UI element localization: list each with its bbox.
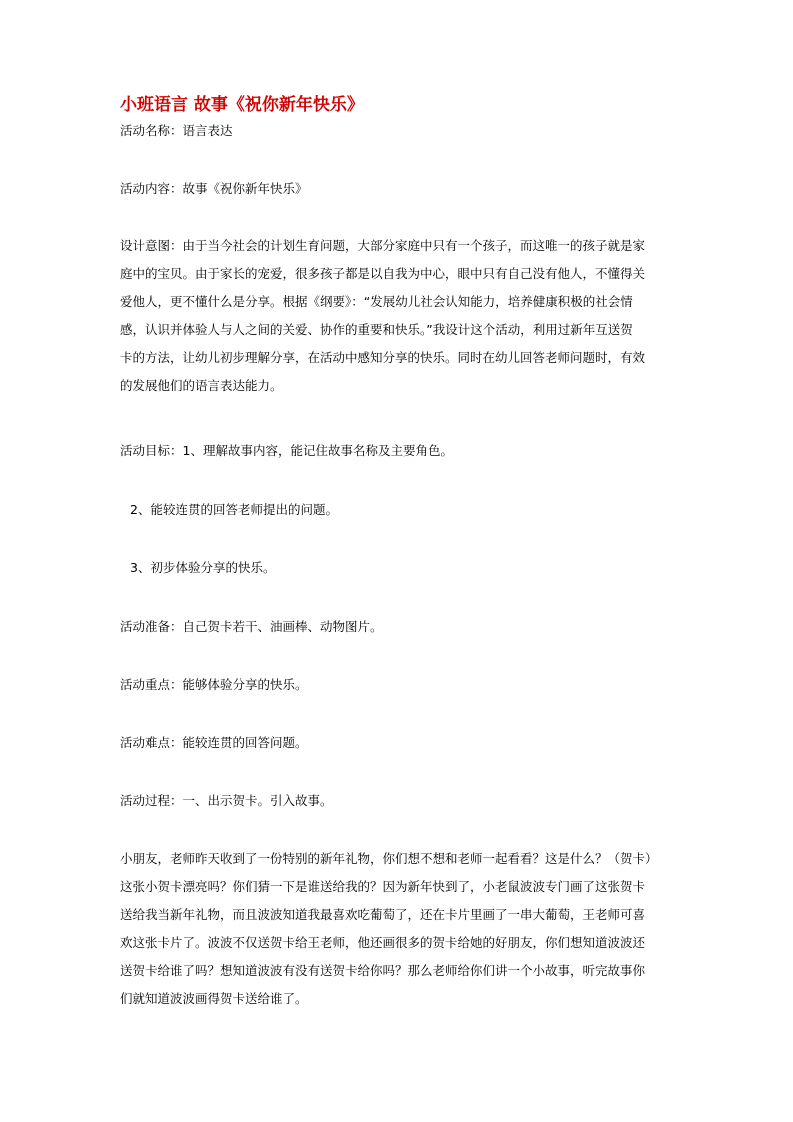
activity-goal-2: 2、能较连贯的回答老师提出的问题。 [130,502,338,517]
design-intent-paragraph [120,238,676,406]
activity-content: 活动内容：故事《祝你新年快乐》 [120,181,308,196]
story-line: 这张小贺卡漂亮吗？你们猜一下是谁送给我的？因为新年快到了，小老鼠波波专门画了这张贺卡 [120,879,646,894]
activity-difficulty: 活动难点：能较连贯的回答问题。 [120,735,308,750]
activity-goal-1: 活动目标：1、理解故事内容，能记住故事名称及主要角色。 [120,443,453,458]
activity-preparation: 活动准备：自己贺卡若干、油画棒、动物图片。 [120,619,383,634]
story-line: 小朋友，老师昨天收到了一份特别的新年礼物，你们想不想和老师一起看看？这是什么？（贺卡） [120,851,658,866]
design-intent-line: 感，认识并体验人与人之间的关爱、协作的重要和快乐。”我设计这个活动，利用过新年互送贺 [120,322,633,337]
activity-name: 活动名称：语言表达 [120,123,233,138]
story-paragraph [120,851,676,1019]
story-line: 欢这张卡片了。波波不仅送贺卡给王老师，他还画很多的贺卡给她的好朋友，你们想知道波波还 [120,935,646,950]
design-intent-line: 的发展他们的语言表达能力。 [120,378,283,393]
design-intent-line: 卡的方法，让幼儿初步理解分享，在活动中感知分享的快乐。同时在幼儿回答老师问题时，有效 [120,350,646,365]
story-line: 送给我当新年礼物，而且波波知道我最喜欢吃葡萄了，还在卡片里画了一串大葡萄，王老师可喜 [120,907,646,922]
design-intent-line: 庭中的宝贝。由于家长的宠爱，很多孩子都是以自我为中心，眼中只有自己没有他人，不懂得关 [120,266,646,281]
story-line: 们就知道波波画得贺卡送给谁了。 [120,991,308,1006]
document-title: 小班语言 故事《祝你新年快乐》 [120,95,364,115]
design-intent-line: 爱他人，更不懂什么是分享。根据《纲要》：“发展幼儿社会认知能力，培养健康积极的社会情 [120,294,633,309]
activity-key-point: 活动重点：能够体验分享的快乐。 [120,677,308,692]
activity-goal-3: 3、初步体验分享的快乐。 [130,560,276,575]
design-intent-line: 设计意图：由于当今社会的计划生育问题，大部分家庭中只有一个孩子，而这唯一的孩子就是家 [120,238,646,253]
activity-process: 活动过程：一、出示贺卡。引入故事。 [120,793,333,808]
story-line: 送贺卡给谁了吗？想知道波波有没有送贺卡给你吗？那么老师给你们讲一个小故事，听完故事你 [120,963,646,978]
